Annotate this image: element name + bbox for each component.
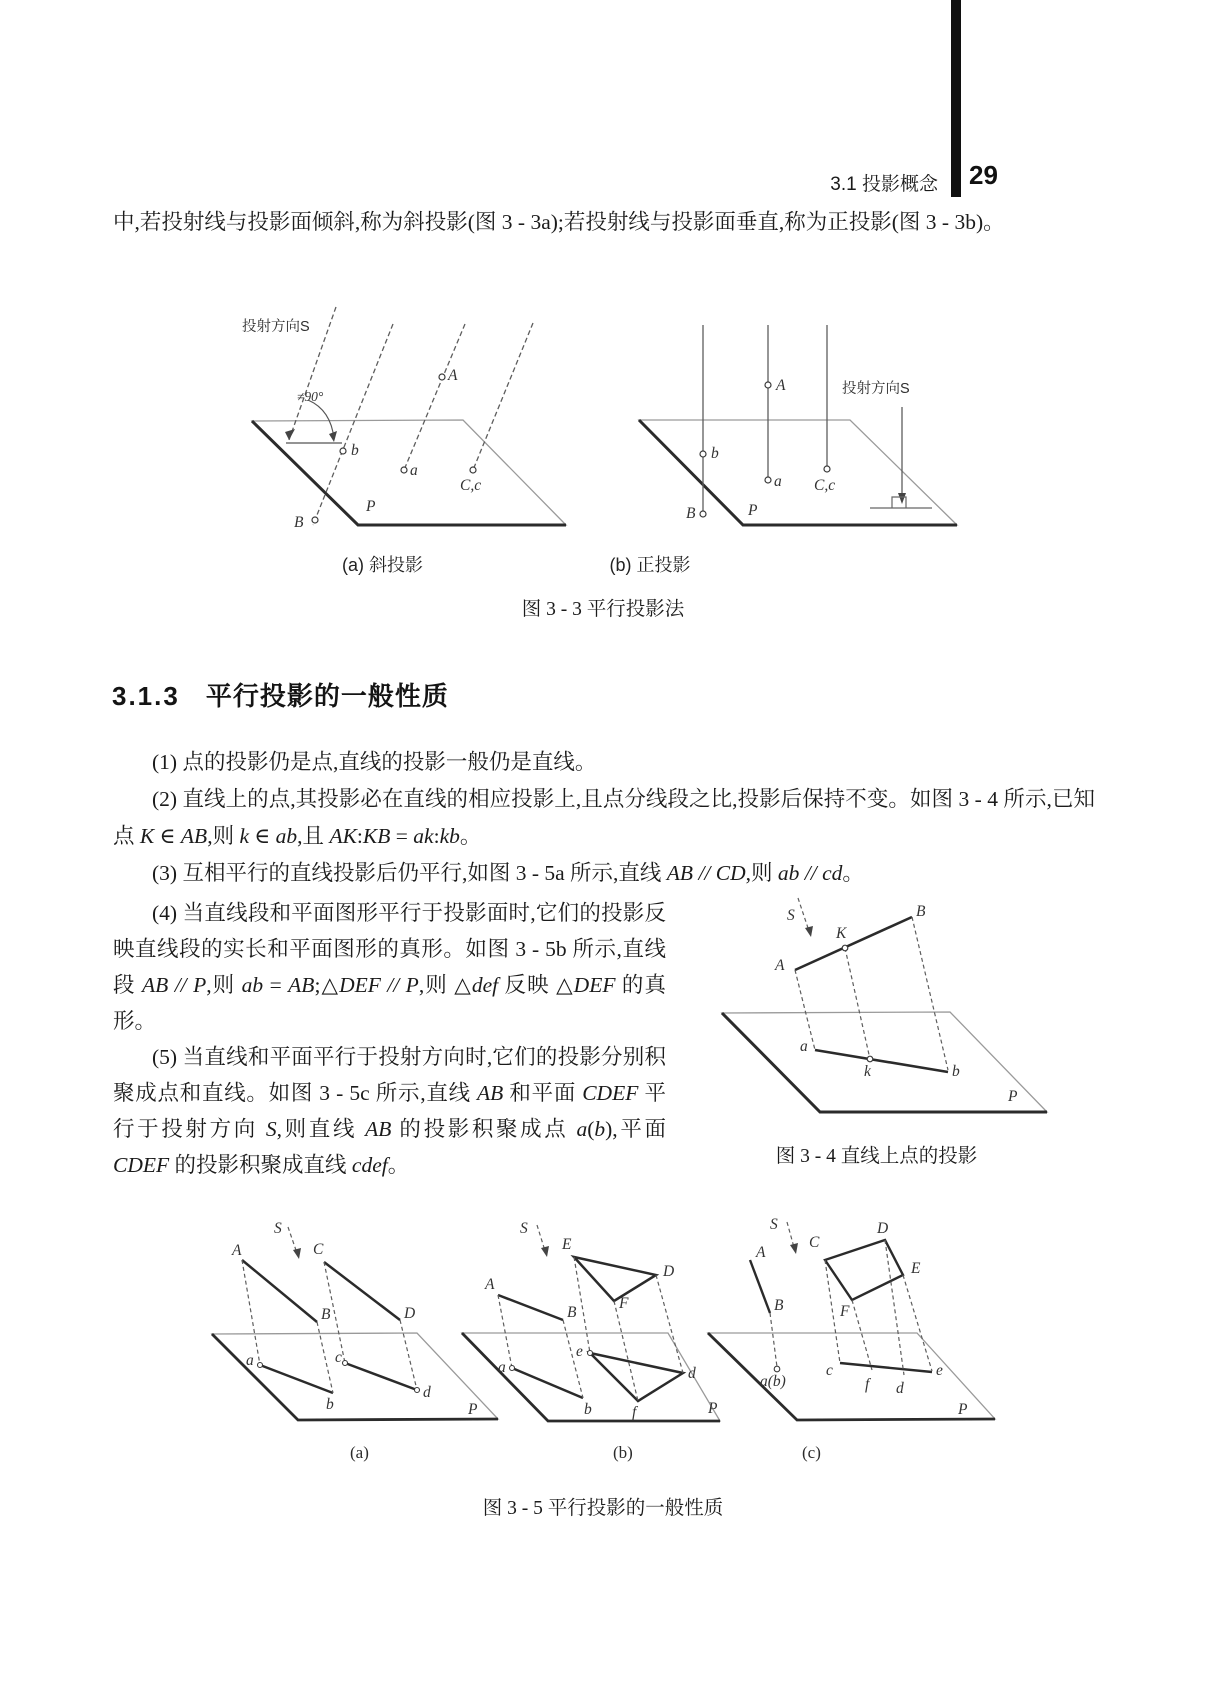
point-label: C,c [460, 477, 482, 494]
point-label: B [321, 1306, 331, 1323]
fig3-5c [708, 1222, 995, 1420]
math-variable: // [380, 973, 406, 997]
line-AB [795, 917, 912, 970]
math-variable: CDEF [113, 1153, 170, 1177]
math-variable: CD [715, 861, 746, 885]
point-label: P [958, 1401, 968, 1418]
fig3-5-caption: 图 3 - 5 平行投影的一般性质 [482, 1498, 724, 1519]
text-segment: ∈ [249, 824, 276, 848]
math-variable: cdef [351, 1153, 388, 1177]
math-variable: K [139, 824, 155, 848]
point-label: a [498, 1359, 506, 1376]
fig3-5a [212, 1227, 498, 1420]
point-label: A [232, 1242, 242, 1259]
point-label: P [708, 1400, 718, 1417]
fig3-5b [462, 1225, 720, 1421]
point-label: A [775, 957, 785, 974]
figure-3-3b [630, 292, 1020, 550]
line-ab-projection [815, 1050, 948, 1072]
point-label: b [326, 1396, 334, 1413]
point-label: P [1008, 1088, 1018, 1105]
math-variable: AB [476, 1081, 504, 1105]
text-segment: ,则 [207, 824, 240, 848]
math-variable: DEF [339, 973, 381, 997]
text-segment: (2) 直线上的点,其投影必在直线的相应投影上,且点分线段之比,投影后保持不变。如图 3 - 4 所示,已知点 [113, 787, 1095, 848]
point-label: a [246, 1352, 254, 1369]
math-variable: def [471, 973, 499, 997]
running-header: 3.1 投影概念 [830, 174, 938, 195]
point-label: P [468, 1401, 478, 1418]
point-label: d [896, 1380, 904, 1397]
text-segment: 和平面 [503, 1081, 583, 1105]
fig3-5-diagram [180, 1165, 1010, 1465]
list-item-2 [113, 781, 1095, 855]
text-segment: 。 [387, 1153, 410, 1177]
angle-label: ≠90° [297, 389, 324, 404]
text-segment: 的投影积聚成直线 [169, 1153, 352, 1177]
math-variable: P [405, 973, 419, 997]
math-variable: DEF [573, 973, 616, 997]
math-variable: ab [777, 861, 800, 885]
section-number: 3.1.3 [112, 681, 180, 711]
text-segment: 反映 △ [498, 973, 574, 997]
point-label: k [864, 1063, 871, 1080]
text-segment: ,则直线 [276, 1117, 366, 1141]
point-label: c [335, 1349, 342, 1366]
projection-direction-label: 投射方向S [842, 381, 910, 397]
math-variable: a [576, 1117, 588, 1141]
page-edge-tab [951, 0, 961, 197]
projection-direction-label: S [520, 1220, 528, 1237]
text-segment: (5) 当直线和平面平行于投射方向时,它们的投影分别积聚成点和直线。如图 3 - 5c 所示,直线 [113, 1045, 666, 1105]
math-variable: k [239, 824, 249, 848]
point-label: E [911, 1260, 921, 1277]
point-label: b [584, 1401, 592, 1418]
text-segment: ,且 [297, 824, 330, 848]
subfigure-label-b: (b) [613, 1443, 633, 1462]
math-variable: kb [439, 824, 460, 848]
ray-arrowhead [898, 493, 906, 504]
subfigure-label-a: (a) [350, 1443, 369, 1462]
text-segment: ,则 [206, 973, 242, 997]
text-segment: : [433, 824, 440, 848]
point-label: a [410, 462, 418, 479]
math-variable: ak [413, 824, 434, 848]
point-label: F [619, 1295, 629, 1312]
point-label: K [836, 925, 847, 942]
text-segment: (1) 点的投影仍是点,直线的投影一般仍是直线。 [152, 750, 597, 774]
projection-direction-label: 投射方向S [242, 319, 310, 335]
point-label: B [567, 1304, 577, 1321]
point-label: e [576, 1343, 583, 1360]
figure-3-4 [690, 868, 1090, 1123]
text-segment: ,则 △ [418, 973, 472, 997]
math-variable: AB [365, 1117, 392, 1141]
math-variable: b [594, 1117, 606, 1141]
point-label: e [936, 1362, 943, 1379]
math-variable: AB [666, 861, 694, 885]
math-variable: P [193, 973, 207, 997]
point-label: F [840, 1303, 850, 1320]
point-label: d [688, 1365, 696, 1382]
point-label: B [916, 903, 926, 920]
section-heading [112, 676, 449, 713]
point-label: D [877, 1220, 889, 1237]
intro-paragraph: 中,若投射线与投影面倾斜,称为斜投影(图 3 - 3a);若投射线与投影面垂直,称为正投影(图 3 - 3b)。 [113, 210, 1005, 234]
point-markers [312, 374, 476, 523]
point-label: P [748, 502, 758, 519]
text-segment: 的真形。 [113, 973, 666, 1033]
math-variable: AB [142, 973, 169, 997]
text-segment: 平行于投射方向 [113, 1081, 666, 1141]
fig3-4-caption: 图 3 - 4 直线上点的投影 [775, 1146, 978, 1167]
text-segment: ( [587, 1117, 595, 1141]
list-item-1 [113, 744, 1095, 781]
math-variable: AB [180, 824, 208, 848]
math-variable: // [799, 861, 823, 885]
point-label: P [366, 498, 376, 515]
point-label: C,c [814, 477, 836, 494]
math-variable: AB [288, 973, 315, 997]
ray-arrowhead [805, 926, 813, 937]
text-segment: ),平面 [605, 1117, 666, 1141]
math-variable: cd [822, 861, 843, 885]
point-label: E [562, 1236, 572, 1253]
point-label: D [663, 1263, 675, 1280]
projection-direction-label: S [787, 907, 795, 924]
text-segment: (3) 互相平行的直线投影后仍平行,如图 3 - 5a 所示,直线 [152, 861, 667, 885]
point-label: B [774, 1297, 784, 1314]
point-label: C [313, 1241, 324, 1258]
point-label: a(b) [760, 1373, 786, 1390]
point-label: b [952, 1063, 960, 1080]
point-label: B [294, 514, 304, 531]
point-label: A [448, 367, 458, 384]
text-segment: 。 [842, 861, 864, 885]
point-label: A [485, 1276, 495, 1293]
point-label: a [774, 473, 782, 490]
text-segment: = [263, 973, 289, 997]
point-markers [700, 382, 830, 517]
property-list-wrapped [113, 895, 666, 1183]
point-label: A [776, 377, 786, 394]
projection-direction-label: S [770, 1216, 778, 1233]
point-label: f [632, 1404, 637, 1421]
math-variable: S [265, 1117, 277, 1141]
text-segment: 。 [459, 824, 482, 848]
math-variable: ab [275, 824, 298, 848]
math-variable: // [693, 861, 716, 885]
fig3-3a-caption: (a) 斜投影 [342, 555, 423, 575]
fig3-3b-caption: (b) 正投影 [609, 555, 691, 575]
text-segment: = [390, 824, 414, 848]
point-label: A [756, 1244, 766, 1261]
point-label: C [809, 1234, 820, 1251]
list-item-5 [113, 1039, 666, 1183]
point-label: D [404, 1305, 416, 1322]
projection-direction-label: S [274, 1220, 282, 1237]
math-variable: KB [362, 824, 391, 848]
text-segment: : [356, 824, 363, 848]
subfigure-label-c: (c) [802, 1443, 821, 1462]
list-item-4 [113, 895, 666, 1039]
angle-arrowhead [329, 431, 337, 442]
point-label: b [351, 442, 359, 459]
point-label: b [711, 445, 719, 462]
figure-3-3a [190, 292, 600, 550]
math-variable: ab [241, 973, 264, 997]
text-segment: (4) 当直线段和平面图形平行于投影面时,它们的投影反映直线段的实长和平面图形的真形。如图 3 - 5b 所示,直线段 [113, 901, 666, 997]
text-segment: ∈ [154, 824, 181, 848]
point-label: B [686, 505, 696, 522]
point-label: c [826, 1362, 833, 1379]
projection-plane [252, 420, 566, 525]
math-variable: CDEF [582, 1081, 639, 1105]
text-segment: ;△ [314, 973, 340, 997]
math-variable: AK [329, 824, 357, 848]
text-segment: ,则 [745, 861, 778, 885]
point-label: d [423, 1384, 431, 1401]
projection-rays [795, 898, 948, 1070]
text-segment: 的投影积聚成点 [391, 1117, 577, 1141]
fig3-4-diagram [690, 868, 1090, 1123]
point-label: f [865, 1376, 870, 1393]
point-label: a [800, 1038, 808, 1055]
section-title: 平行投影的一般性质 [205, 681, 449, 711]
math-variable: // [168, 973, 194, 997]
fig3-3-caption: 图 3 - 3 平行投影法 [521, 599, 685, 620]
page-number: 29 [969, 160, 998, 190]
figure-3-5 [180, 1165, 1010, 1465]
